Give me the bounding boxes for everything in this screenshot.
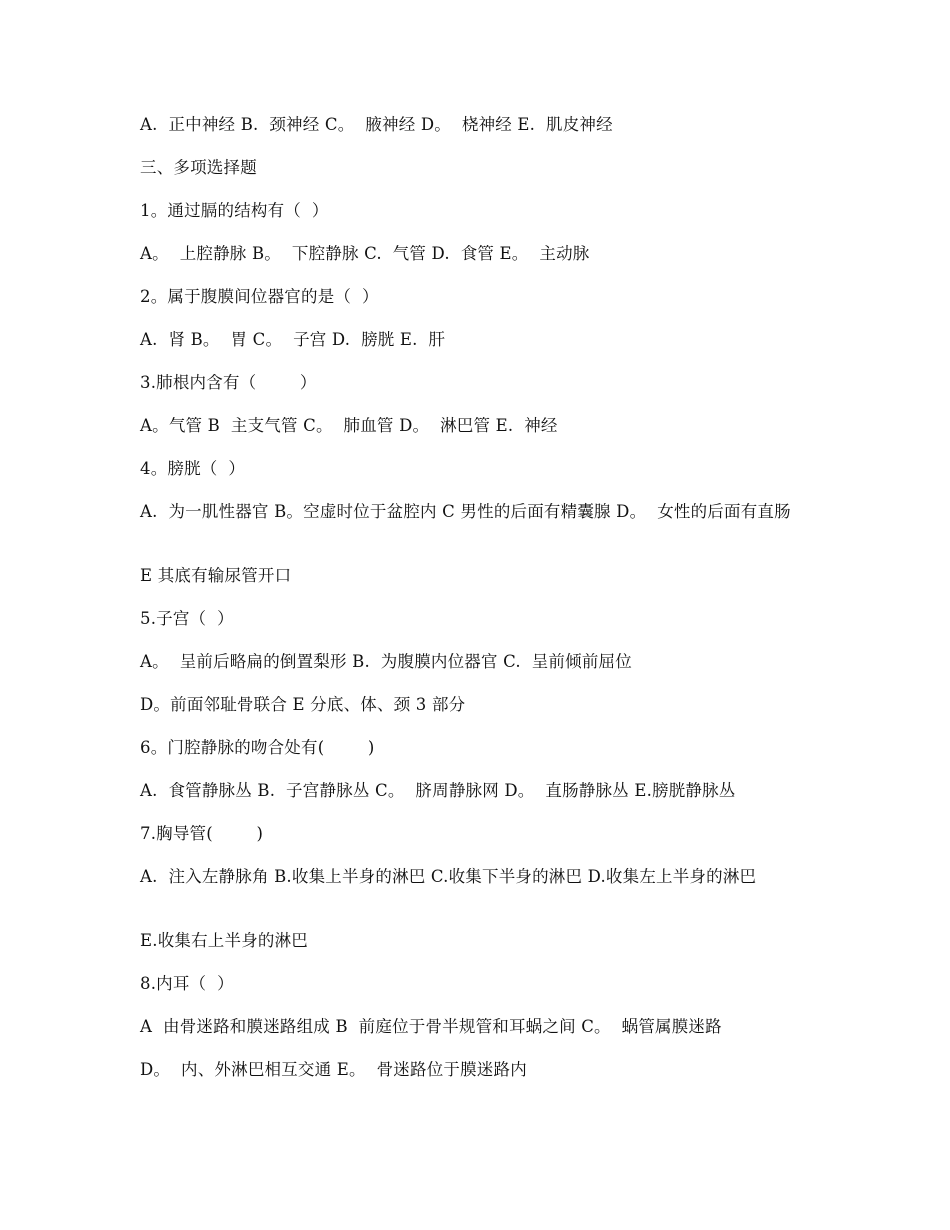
question-3: 3.肺根内含有（ ） — [140, 373, 317, 392]
question-5-options-cont: D。前面邻耻骨联合 E 分底、体、颈 3 部分 — [140, 695, 466, 714]
question-8: 8.内耳（ ） — [140, 974, 234, 993]
question-7: 7.胸导管( ) — [140, 824, 264, 843]
question-options-prev: A. 正中神经 B. 颈神经 C。 腋神经 D。 桡神经 E. 肌皮神经 — [140, 115, 613, 134]
question-6: 6。门腔静脉的吻合处有( ) — [140, 738, 375, 757]
question-4-options-cont: E 其底有输尿管开口 — [140, 566, 292, 585]
section-heading: 三、多项选择题 — [140, 158, 257, 177]
question-7-options: A. 注入左静脉角 B.收集上半身的淋巴 C.收集下半身的淋巴 D.收集左上半身的淋巴 — [140, 867, 757, 886]
question-1: 1。通过膈的结构有（ ） — [140, 201, 329, 220]
question-5: 5.子宫（ ） — [140, 609, 234, 628]
question-1-options: A。 上腔静脉 B。 下腔静脉 C. 气管 D. 食管 E。 主动脉 — [140, 244, 590, 263]
question-2-options: A. 肾 B。 胃 C。 子宫 D. 膀胱 E. 肝 — [140, 330, 446, 349]
question-4: 4。膀胱（ ） — [140, 459, 246, 478]
question-3-options: A。气管 B 主支气管 C。 肺血管 D。 淋巴管 E. 神经 — [140, 416, 558, 435]
question-2: 2。属于腹膜间位器官的是（ ） — [140, 287, 379, 306]
question-8-options-cont: D。 内、外淋巴相互交通 E。 骨迷路位于膜迷路内 — [140, 1060, 527, 1079]
question-7-options-cont: E.收集右上半身的淋巴 — [140, 931, 308, 950]
question-6-options: A. 食管静脉丛 B. 子宫静脉丛 C。 脐周静脉网 D。 直肠静脉丛 E.膀胱静脉丛 — [140, 781, 736, 800]
question-5-options: A。 呈前后略扁的倒置梨形 B. 为腹膜内位器官 C. 呈前倾前屈位 — [140, 652, 632, 671]
question-4-options: A. 为一肌性器官 B。空虚时位于盆腔内 C 男性的后面有精囊腺 D。 女性的后面有直肠 — [140, 502, 791, 521]
question-8-options: A 由骨迷路和膜迷路组成 B 前庭位于骨半规管和耳蜗之间 C。 蜗管属膜迷路 — [140, 1017, 722, 1036]
